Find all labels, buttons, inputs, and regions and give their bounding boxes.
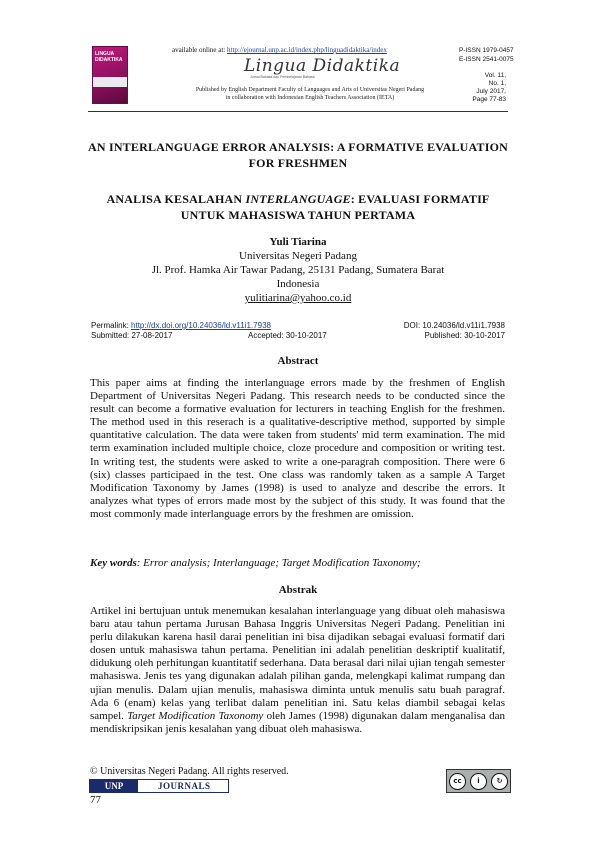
cc-icon: cc (449, 773, 466, 790)
copyright-notice: © Universitas Negeri Padang. All rights reserved. (90, 766, 289, 777)
abstract-heading: Abstract (277, 355, 319, 367)
creative-commons-badge[interactable] (446, 769, 511, 793)
journal-logo-text: Lingua Didaktika (244, 56, 401, 76)
sa-icon: ↻ (491, 773, 508, 790)
unp-label: UNP (90, 780, 138, 792)
author-address: Jl. Prof. Hamka Air Tawar Padang, 25131 Padang, Sumatera Barat (151, 264, 445, 276)
e-issn: E-ISSN 2541-0075 (459, 56, 514, 63)
author-email-link[interactable]: yulitiarina@yahoo.co.id (244, 292, 352, 304)
journal-subtitle: Jurnal Bahasa dan Pembelajaran Bahasa (250, 75, 315, 79)
p-issn: P-ISSN 1979-0457 (459, 47, 514, 54)
abstrak-body: Artikel ini bertujuan untuk menemukan kesalahan interlanguage yang dibuat oleh mahasiswa baru atau tahun pertama Jurusan Bahasa Inggris Universitas Negeri Padang. Penelitian ini perlu dilakukan karena hasil darai penelitian ini bisa dijadikan sebagai evaluasi formatif dari dosen untuk mahasiswa tahun pertama. Penelitian ini adalah penelitian deskriptif kualitatif, didukung oleh perhitungan kuantitatif sederhana. Data berasal dari nilai ujian tengah semester mahasiswa. Jenis tes yang digunakan adalah pilihan ganda, melengkapi kalimat rumpang dan ujian menulis. Dalam ujian menulis, mahasiswa diminta untuk menulis satu buah paragraf. Ada 6 (enam) kelas yang terlibat dalam penelitian ini. Satu kelas diambil sebagai kelas sampel. Target Modification Taxonomy oleh James (1998) digunakan dalam menganalisa dan mendiskripsikan jenis kesalahan yang dibuat oleh mahasiswa. (90, 605, 505, 735)
author-country: Indonesia (276, 278, 320, 290)
paper-title-english: AN INTERLANGUAGE ERROR ANALYSIS: A FORMATIVE EVALUATION FOR FRESHMEN (88, 140, 508, 170)
by-icon: i (470, 773, 487, 790)
abstrak-heading: Abstrak (278, 584, 318, 596)
author-affiliation: Universitas Negeri Padang (239, 250, 357, 262)
keywords-label: Key words (90, 557, 137, 569)
paper-title-indonesian: ANALISA KESALAHAN INTERLANGUAGE: EVALUASI FORMATIF UNTUK MAHASISWA TAHUN PERTAMA (106, 192, 490, 222)
page-number: 77 (90, 794, 101, 806)
permalink: Permalink: http://dx.doi.org/10.24036/ld.v11i1.7938 (91, 321, 271, 330)
issn-block (459, 46, 514, 64)
permalink-url[interactable]: http://dx.doi.org/10.24036/ld.v11i1.7938 (131, 321, 271, 330)
unp-journals-banner (89, 779, 229, 793)
publisher-info: Published by English Department Faculty of Languages and Arts of Universitas Negeri Padang in collaboration with Indonesian English Teachers Association (IETA) (195, 87, 425, 101)
cover-title: LINGUA DIDAKTIKA (95, 51, 123, 63)
submitted-date: Submitted: 27-08-2017 (91, 331, 173, 340)
journals-label: JOURNALS (158, 781, 211, 791)
accepted-date: Accepted: 30-10-2017 (248, 331, 327, 340)
volume-info: Vol. 11, No. 1, July 2017, Page 77-83 (472, 72, 506, 103)
journal-url-link[interactable]: http://ejournal.unp.ac.id/index.php/linguadidaktika/index (227, 46, 387, 54)
availability-line: available online at: http://ejournal.unp.ac.id/index.php/linguadidaktika/index (172, 46, 387, 54)
keywords-list: : Error analysis; Interlanguage; Target Modification Taxonomy; (136, 557, 421, 569)
journal-cover-thumbnail (92, 46, 128, 104)
published-date: Published: 30-10-2017 (424, 331, 505, 340)
header-divider (88, 111, 508, 112)
author-name: Yuli Tiarina (269, 236, 327, 248)
keywords (90, 557, 505, 569)
doi-label: DOI: 10.24036/ld.v11i1.7938 (403, 321, 505, 330)
abstract-body: This paper aims at finding the interlanguage errors made by the freshmen of English Department of Universitas Negeri Padang. This research needs to be conducted since the result can become a formative evaluation for lecturers in teaching English for the freshmen. The method used in this reserach is a qualitative-descriptive method, supported by simple quantitative calculation. The data were taken from students' mid term examination. The mid term examination included multiple choice, cloze procedure and composition or writing test. In writing test, the students were asked to write a one-paragrah composition. There were 6 (six) classes participaed in the test. One class was randomly taken as a sample A Target Modification Taxonomy by James (1998) is used to analyze and describe the errors. It analyzes what types of errors made most by the subject of this study. It was found that the most commonly made interlanguage errors by the freshmen are omission. (90, 377, 505, 520)
